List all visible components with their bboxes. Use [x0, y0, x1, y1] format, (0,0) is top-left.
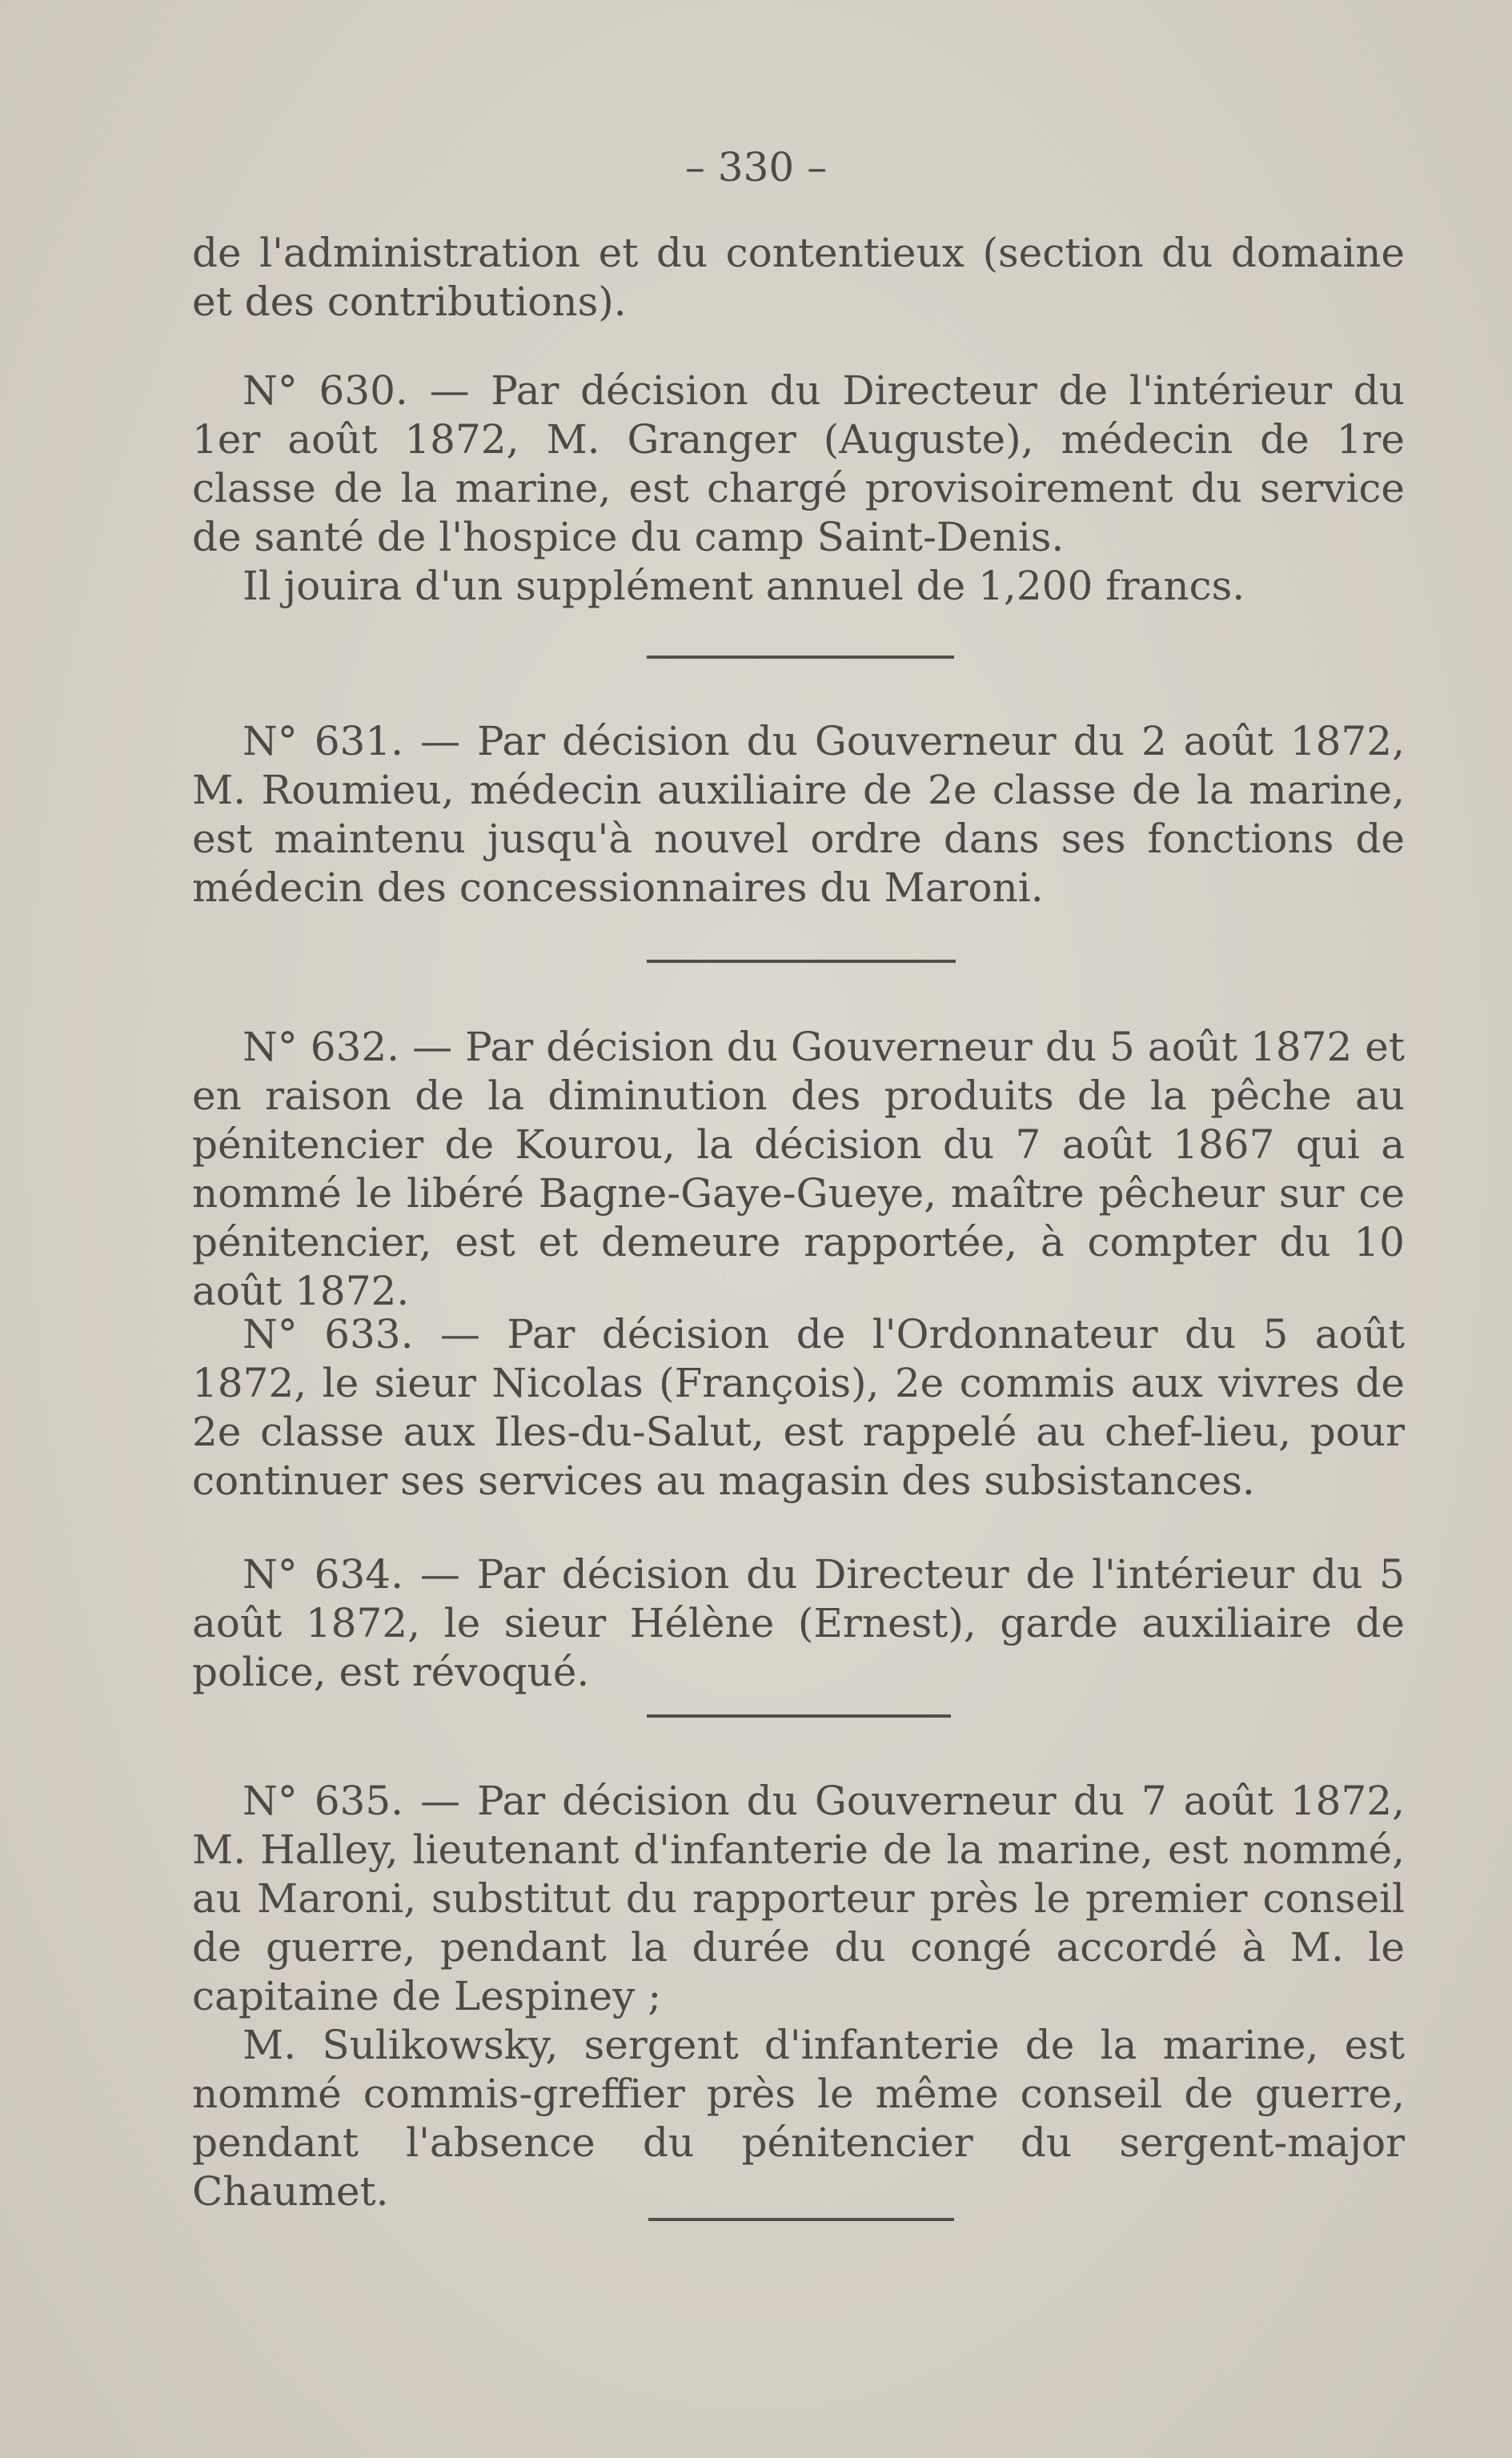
paragraph: N° 633. — Par décision de l'Ordonnateur du 5 août 1872, le sieur Nicolas (François), 2e commis aux vivres de 2e classe aux Iles-du-Salut, est rappelé au chef-lieu, pour continuer ses services au magasin des subsistances.	[192, 1311, 1405, 1504]
section-intro	[192, 229, 1405, 327]
paragraph: N° 631. — Par décision du Gouverneur du 2 août 1872, M. Roumieu, médecin auxiliaire de 2e classe de la marine, est maintenu jusqu'à nouvel ordre dans ses fonctions de médecin des concessionnaires du Maroni.	[192, 718, 1405, 911]
paragraph: N° 630. — Par décision du Directeur de l'intérieur du 1er août 1872, M. Granger (Auguste), médecin de 1re classe de la marine, est chargé provisoirement du service de santé de l'hospice du camp Saint-Denis.	[192, 367, 1405, 560]
section-633	[192, 1310, 1405, 1506]
section-630	[192, 367, 1405, 611]
paragraph: N° 635. — Par décision du Gouverneur du 7 août 1872, M. Halley, lieutenant d'infanterie de la marine, est nommé, au Maroni, substitut du rapporteur près le premier conseil de guerre, pendant la durée du congé accordé à M. le capitaine de Lespiney ;	[192, 1778, 1405, 2019]
page-number: – 330 –	[684, 144, 828, 190]
separator-rule	[647, 960, 956, 963]
paragraph: de l'administration et du contentieux (section du domaine et des contributions).	[192, 230, 1405, 325]
paragraph: N° 632. — Par décision du Gouverneur du 5 août 1872 et en raison de la diminution des produits de la pêche au pénitencier de Kourou, la décision du 7 août 1867 qui a nommé le libéré Bagne-Gaye-Gueye, maître pêcheur sur ce pénitencier, est et demeure rapportée, à compter du 10 août 1872.	[192, 1024, 1405, 1314]
section-631	[192, 717, 1405, 912]
separator-rule	[648, 2218, 954, 2221]
section-635	[192, 1777, 1405, 2216]
separator-rule	[647, 656, 954, 659]
section-632	[192, 1023, 1405, 1316]
paragraph: M. Sulikowsky, sergent d'infanterie de la marine, est nommé commis-greffier près le même conseil de guerre, pendant l'absence du pénitencier du sergent-major Chaumet.	[192, 2022, 1405, 2215]
paragraph: Il jouira d'un supplément annuel de 1,200 francs.	[243, 563, 1245, 609]
paragraph: N° 634. — Par décision du Directeur de l'intérieur du 5 août 1872, le sieur Hélène (Ernest), garde auxiliaire de police, est révoqué.	[192, 1551, 1405, 1695]
separator-rule	[647, 1714, 951, 1718]
section-634	[192, 1550, 1405, 1697]
